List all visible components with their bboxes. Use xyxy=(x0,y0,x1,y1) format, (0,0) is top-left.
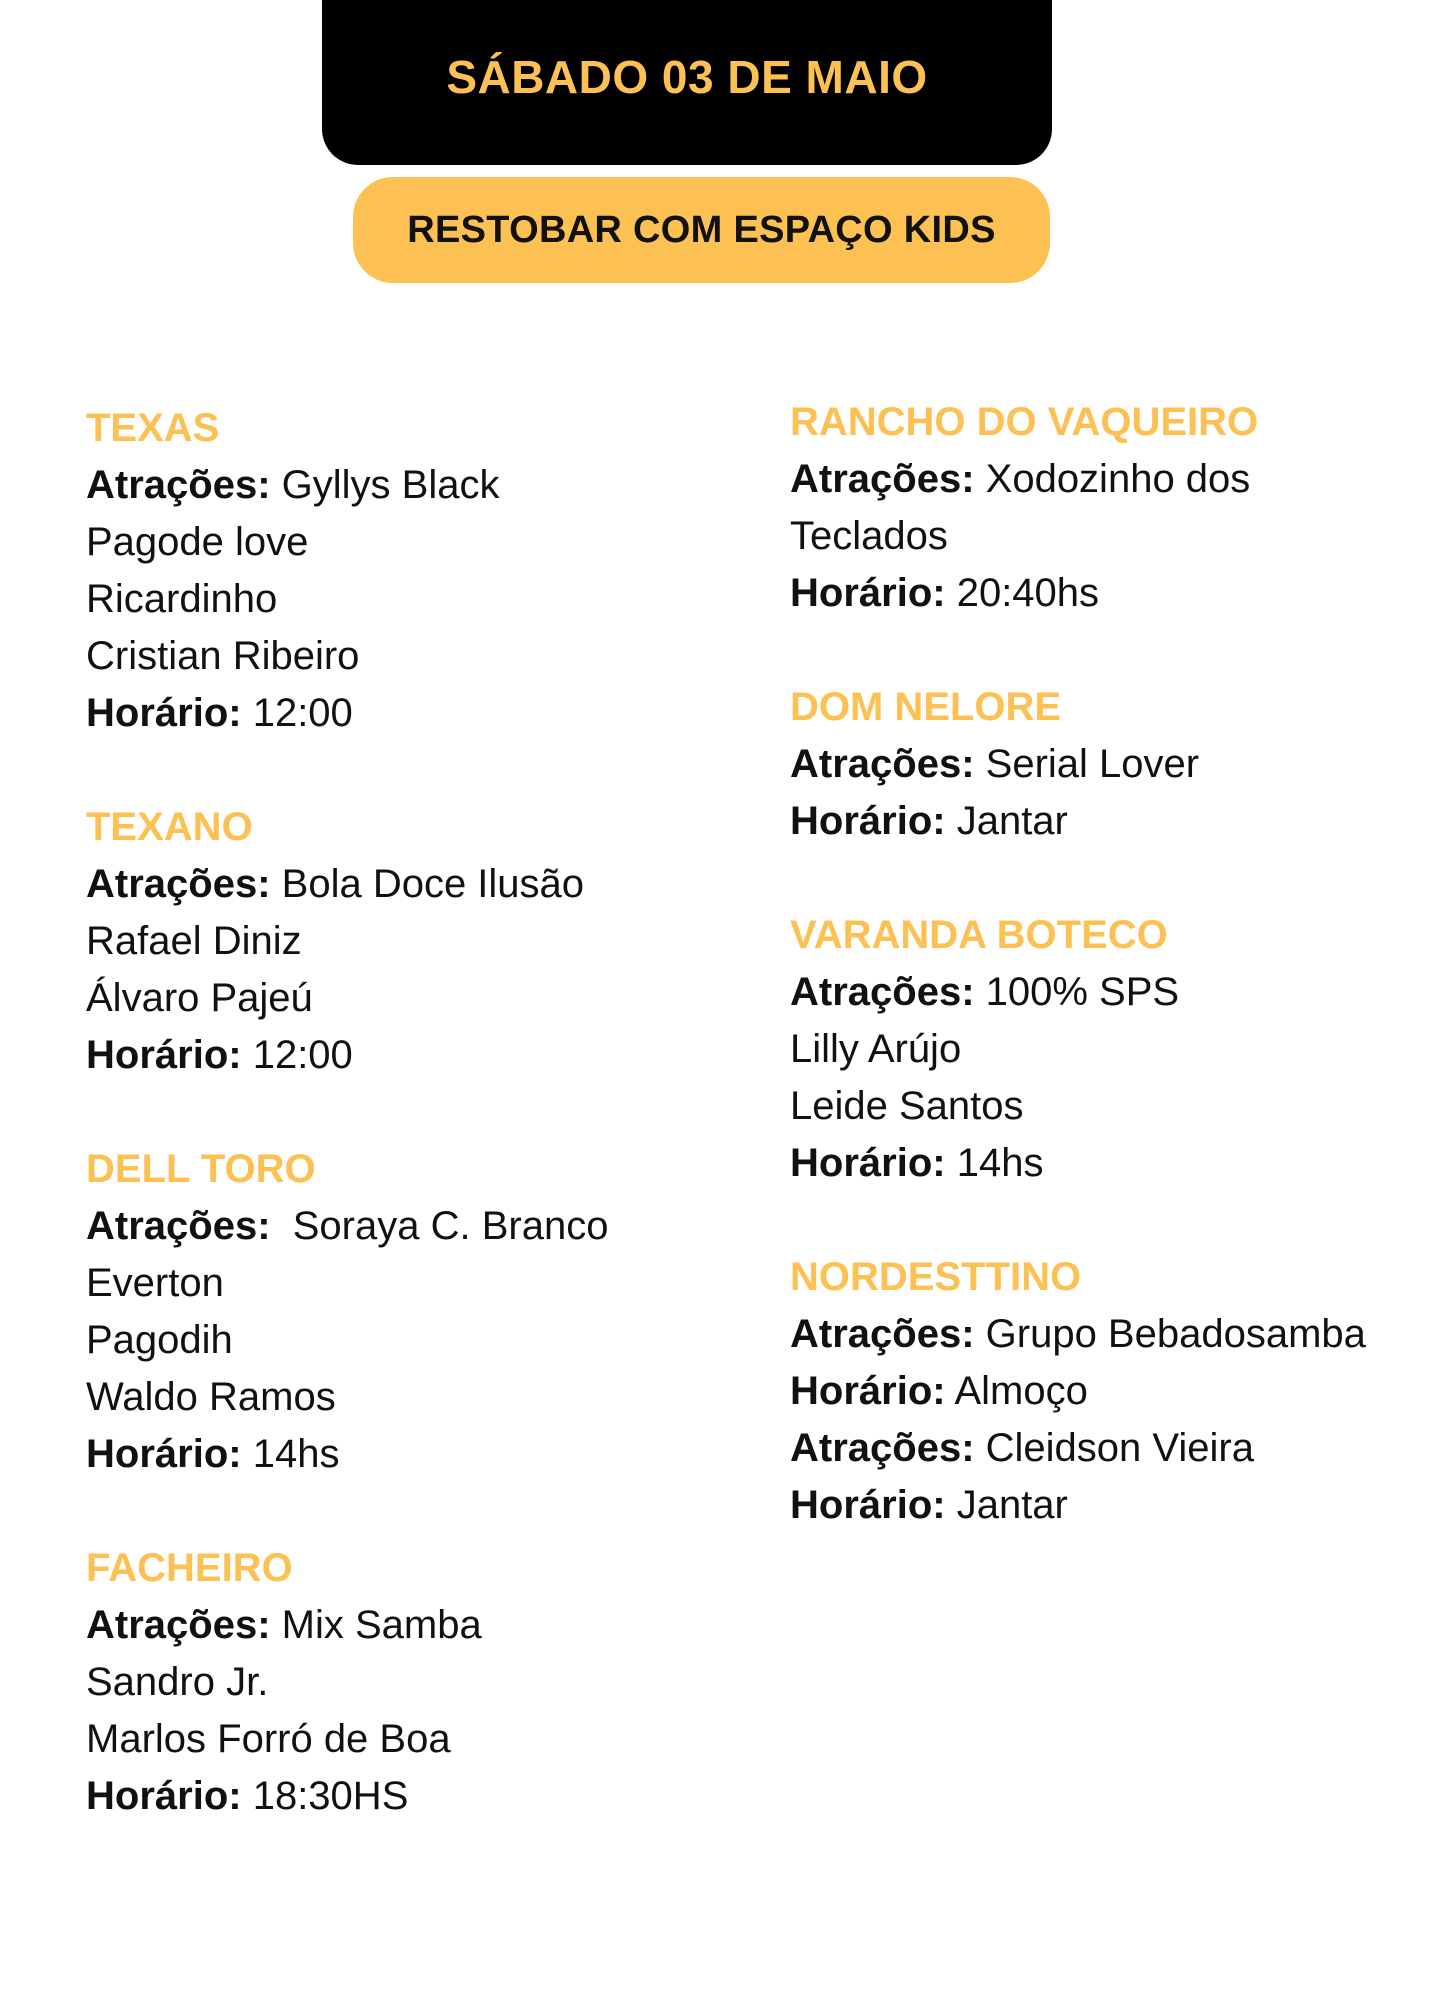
time-label: Horário: xyxy=(790,1369,946,1413)
attractions-label: Atrações: xyxy=(790,457,975,501)
venue-block-facheiro xyxy=(86,1540,746,1825)
attraction-name: Marlos Forró de Boa xyxy=(86,1717,451,1761)
venue-block-texas xyxy=(86,400,746,742)
time-label: Horário: xyxy=(790,1141,946,1185)
time-label: Horário: xyxy=(790,799,946,843)
attraction-name: Rafael Diniz xyxy=(86,919,302,963)
venue-name: VARANDA BOTECO xyxy=(790,913,1168,957)
attractions-line xyxy=(790,736,1425,793)
attractions-line xyxy=(86,856,746,913)
attractions-label: Atrações: xyxy=(790,742,975,786)
time-label: Horário: xyxy=(86,1432,242,1476)
venue-block-rancho-do-vaqueiro xyxy=(790,394,1425,622)
time-value: 14hs xyxy=(956,1141,1044,1185)
attractions-label: Atrações: xyxy=(790,1312,975,1356)
venue-name: DELL TORO xyxy=(86,1147,316,1191)
time-value: 12:00 xyxy=(252,691,353,735)
venue-name: TEXAS xyxy=(86,406,220,450)
venue-badge xyxy=(353,177,1050,283)
attractions-label: Atrações: xyxy=(86,1204,271,1248)
venue-block-texano xyxy=(86,799,746,1084)
attraction-name: Gyllys Black xyxy=(281,463,500,507)
time-value: 20:40hs xyxy=(956,571,1100,615)
attraction-name: Cristian Ribeiro xyxy=(86,634,360,678)
event-date-title: SÁBADO 03 DE MAIO xyxy=(446,50,928,103)
time-line xyxy=(790,1477,1425,1534)
time-label: Horário: xyxy=(86,1774,242,1818)
time-value: Almoço xyxy=(954,1369,1088,1413)
time-value: Jantar xyxy=(956,799,1068,843)
time-value: Jantar xyxy=(956,1483,1068,1527)
attractions-line xyxy=(86,1198,746,1255)
attractions-label: Atrações: xyxy=(86,862,271,906)
attraction-name: Lilly Arújo xyxy=(790,1027,962,1071)
venue-name: TEXANO xyxy=(86,805,253,849)
venue-block-nordesttino xyxy=(790,1249,1425,1534)
venue-block-dom-nelore xyxy=(790,679,1425,850)
time-label: Horário: xyxy=(790,571,946,615)
attractions-line xyxy=(790,964,1425,1021)
attraction-name: 100% SPS xyxy=(985,970,1180,1014)
attraction-name: Sandro Jr. xyxy=(86,1660,269,1704)
venue-name: NORDESTTINO xyxy=(790,1255,1082,1299)
attraction-name: Pagodih xyxy=(86,1318,233,1362)
attraction-name: Xodozinho dos xyxy=(985,457,1251,501)
attractions-label: Atrações: xyxy=(790,1426,975,1470)
attractions-line xyxy=(86,457,746,514)
attractions-line xyxy=(790,1306,1425,1363)
time-line xyxy=(86,1426,746,1483)
attraction-name: Álvaro Pajeú xyxy=(86,976,313,1020)
time-line xyxy=(790,1135,1425,1192)
attraction-name: Cleidson Vieira xyxy=(985,1426,1254,1470)
attraction-name: Pagode love xyxy=(86,520,309,564)
time-line xyxy=(790,793,1425,850)
venue-name: RANCHO DO VAQUEIRO xyxy=(790,400,1259,444)
attractions-line xyxy=(86,1597,746,1654)
attractions-line xyxy=(790,451,1425,508)
schedule-column-left xyxy=(86,400,746,1882)
venue-title: RESTOBAR COM ESPAÇO KIDS xyxy=(407,208,996,251)
time-value: 18:30HS xyxy=(252,1774,409,1818)
time-line xyxy=(86,685,746,742)
attraction-name: Ricardinho xyxy=(86,577,278,621)
attraction-name: Soraya C. Branco xyxy=(281,1204,609,1248)
attractions-label: Atrações: xyxy=(86,1603,271,1647)
venue-name: FACHEIRO xyxy=(86,1546,293,1590)
attraction-name: Grupo Bebadosamba xyxy=(985,1312,1366,1356)
time-line xyxy=(86,1768,746,1825)
time-label: Horário: xyxy=(86,691,242,735)
attraction-name: Leide Santos xyxy=(790,1084,1024,1128)
time-line xyxy=(86,1027,746,1084)
time-value: 12:00 xyxy=(252,1033,353,1077)
time-line xyxy=(790,1363,1425,1420)
attractions-line xyxy=(790,1420,1425,1477)
attraction-name: Everton xyxy=(86,1261,224,1305)
attraction-name: Bola Doce Ilusão xyxy=(281,862,585,906)
venue-block-dell-toro xyxy=(86,1141,746,1483)
attractions-label: Atrações: xyxy=(86,463,271,507)
time-label: Horário: xyxy=(86,1033,242,1077)
time-line xyxy=(790,565,1425,622)
venue-name: DOM NELORE xyxy=(790,685,1062,729)
schedule-column-right xyxy=(790,394,1425,1591)
time-label: Horário: xyxy=(790,1483,946,1527)
time-value: 14hs xyxy=(252,1432,340,1476)
attraction-name: Waldo Ramos xyxy=(86,1375,336,1419)
attraction-name: Mix Samba xyxy=(281,1603,482,1647)
date-banner xyxy=(322,0,1052,165)
attraction-name: Teclados xyxy=(790,514,948,558)
attractions-label: Atrações: xyxy=(790,970,975,1014)
attraction-name: Serial Lover xyxy=(985,742,1200,786)
venue-block-varanda-boteco xyxy=(790,907,1425,1192)
